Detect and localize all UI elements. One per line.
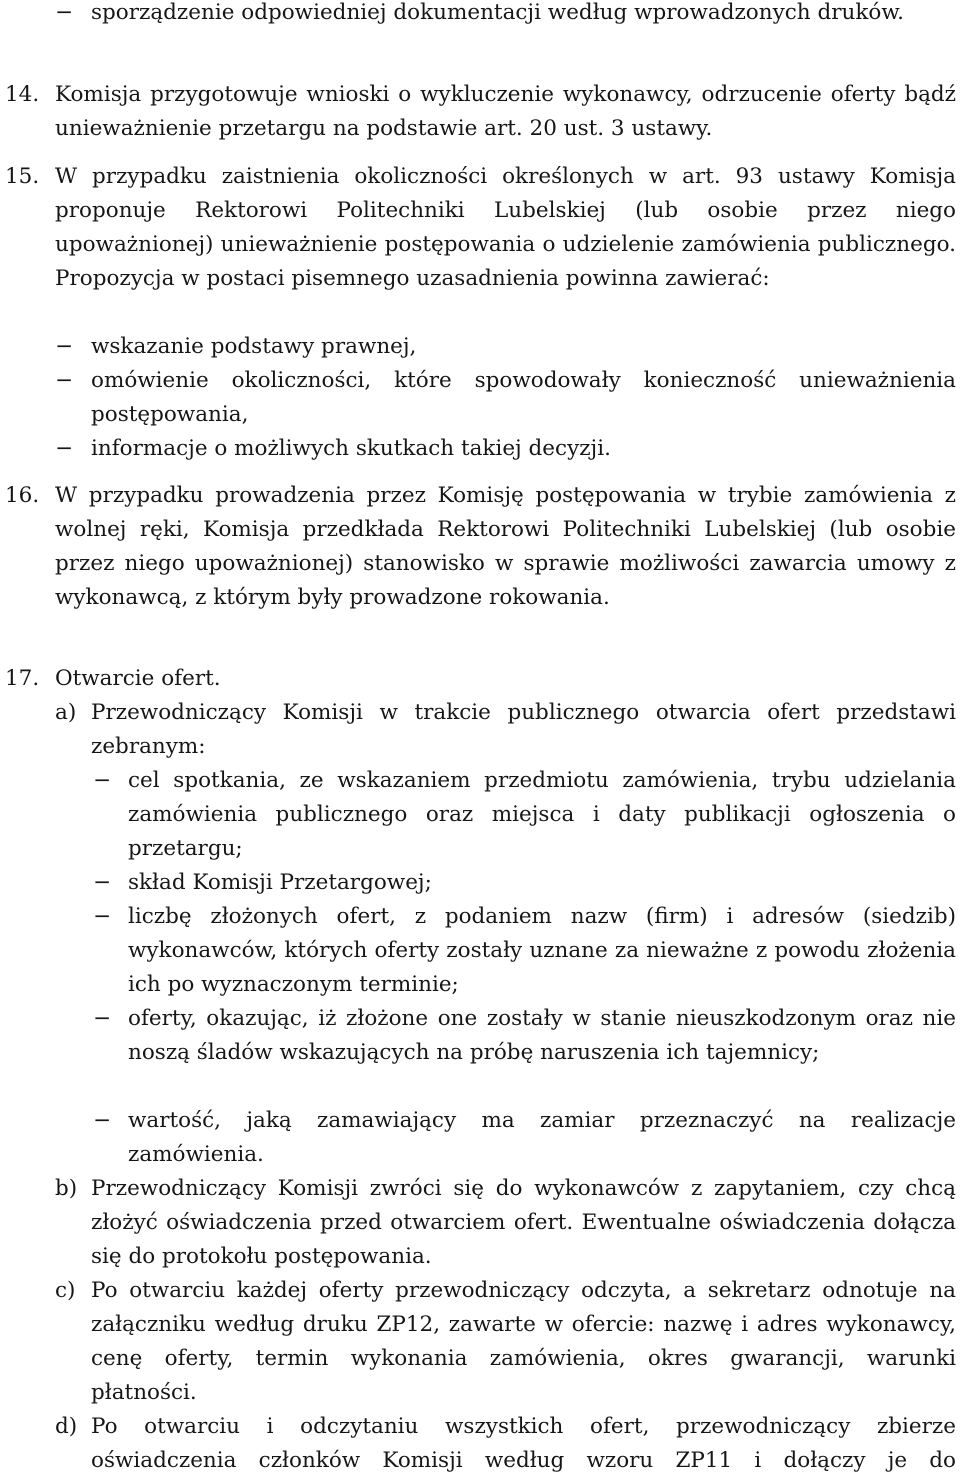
list-item: liczbę złożonych ofert, z podaniem nazw (firm) i adresów (siedzib) wykonawców, których oferty zostały uznane za nieważne z powodu złożenia ich po wyznaczonym terminie; (128, 904, 956, 997)
list-item: informacje o możliwych skutkach takiej decyzji. (91, 436, 611, 461)
dash-marker: − (93, 904, 112, 929)
section-number-15: 15. (5, 164, 40, 189)
dash-marker: − (55, 334, 74, 359)
section-16-text: W przypadku prowadzenia przez Komisję postępowania w trybie zamówienia z wolnej ręki, Komisja przedkłada Rektorowi Politechniki Lubelskiej (lub osobie przez niego upoważnionej) stanowisko w sprawie możliwości zawarcia umowy z wykonawcą, z którym były prowadzone rokowania. (55, 483, 956, 610)
dash-marker: − (55, 0, 74, 25)
list-item: cel spotkania, ze wskazaniem przedmiotu zamówienia, trybu udzielania zamówienia publicznego oraz miejsca i daty publikacji ogłoszenia o przetargu; (128, 768, 956, 861)
list-item: omówienie okoliczności, które spowodowały konieczność unieważnienia postępowania, (91, 368, 956, 427)
section-17-title: Otwarcie ofert. (55, 666, 221, 691)
list-item: oferty, okazując, iż złożone one zostały w stanie nieuszkodzonym oraz nie noszą śladów wskazujących na próbę naruszenia ich tajemnicy; (128, 1006, 956, 1065)
section-number-16: 16. (5, 483, 40, 508)
intro-list-item: sporządzenie odpowiedniej dokumentacji według wprowadzonych druków. (91, 0, 905, 25)
list-item: wskazanie podstawy prawnej, (91, 334, 417, 359)
dash-marker: − (93, 1108, 112, 1133)
item-marker-b: b) (55, 1176, 78, 1201)
section-number-14: 14. (5, 82, 40, 107)
dash-marker: − (93, 768, 112, 793)
item-marker-c: c) (55, 1278, 76, 1303)
item-c-text: Po otwarciu każdej oferty przewodniczący odczyta, a sekretarz odnotuje na załączniku według druku ZP12, zawarte w ofercie: nazwę i adres wykonawcy, cenę oferty, termin wykonania zamówienia, okres gwarancji, warunki płatności. (91, 1278, 956, 1405)
dash-marker: − (93, 870, 112, 895)
section-number-17: 17. (5, 666, 40, 691)
dash-marker: − (55, 368, 74, 393)
list-item: wartość, jaką zamawiający ma zamiar przeznaczyć na realizacje zamówienia. (128, 1108, 956, 1167)
dash-marker: − (93, 1006, 112, 1031)
item-a-text: Przewodniczący Komisji w trakcie publicznego otwarcia ofert przedstawi zebranym: (91, 700, 956, 759)
list-item: skład Komisji Przetargowej; (128, 870, 432, 895)
section-14-text: Komisja przygotowuje wnioski o wykluczenie wykonawcy, odrzucenie oferty bądź unieważnienie przetargu na podstawie art. 20 ust. 3 ustawy. (55, 82, 956, 141)
section-15-text: W przypadku zaistnienia okoliczności określonych w art. 93 ustawy Komisja proponuje Rektorowi Politechniki Lubelskiej (lub osobie przez niego upoważnionej) unieważnienie postępowania o udzielenie zamówienia publicznego. Propozycja w postaci pisemnego uzasadnienia powinna zawierać: (55, 164, 956, 291)
item-marker-d: d) (55, 1414, 78, 1439)
item-d-text: Po otwarciu i odczytaniu wszystkich ofert, przewodniczący zbierze oświadczenia członków Komisji według wzoru ZP11 i dołączy je do (91, 1414, 956, 1473)
dash-marker: − (55, 436, 74, 461)
item-marker-a: a) (55, 700, 77, 725)
item-b-text: Przewodniczący Komisji zwróci się do wykonawców z zapytaniem, czy chcą złożyć oświadczenia przed otwarciem ofert. Ewentualne oświadczenia dołącza się do protokołu postępowania. (91, 1176, 956, 1269)
